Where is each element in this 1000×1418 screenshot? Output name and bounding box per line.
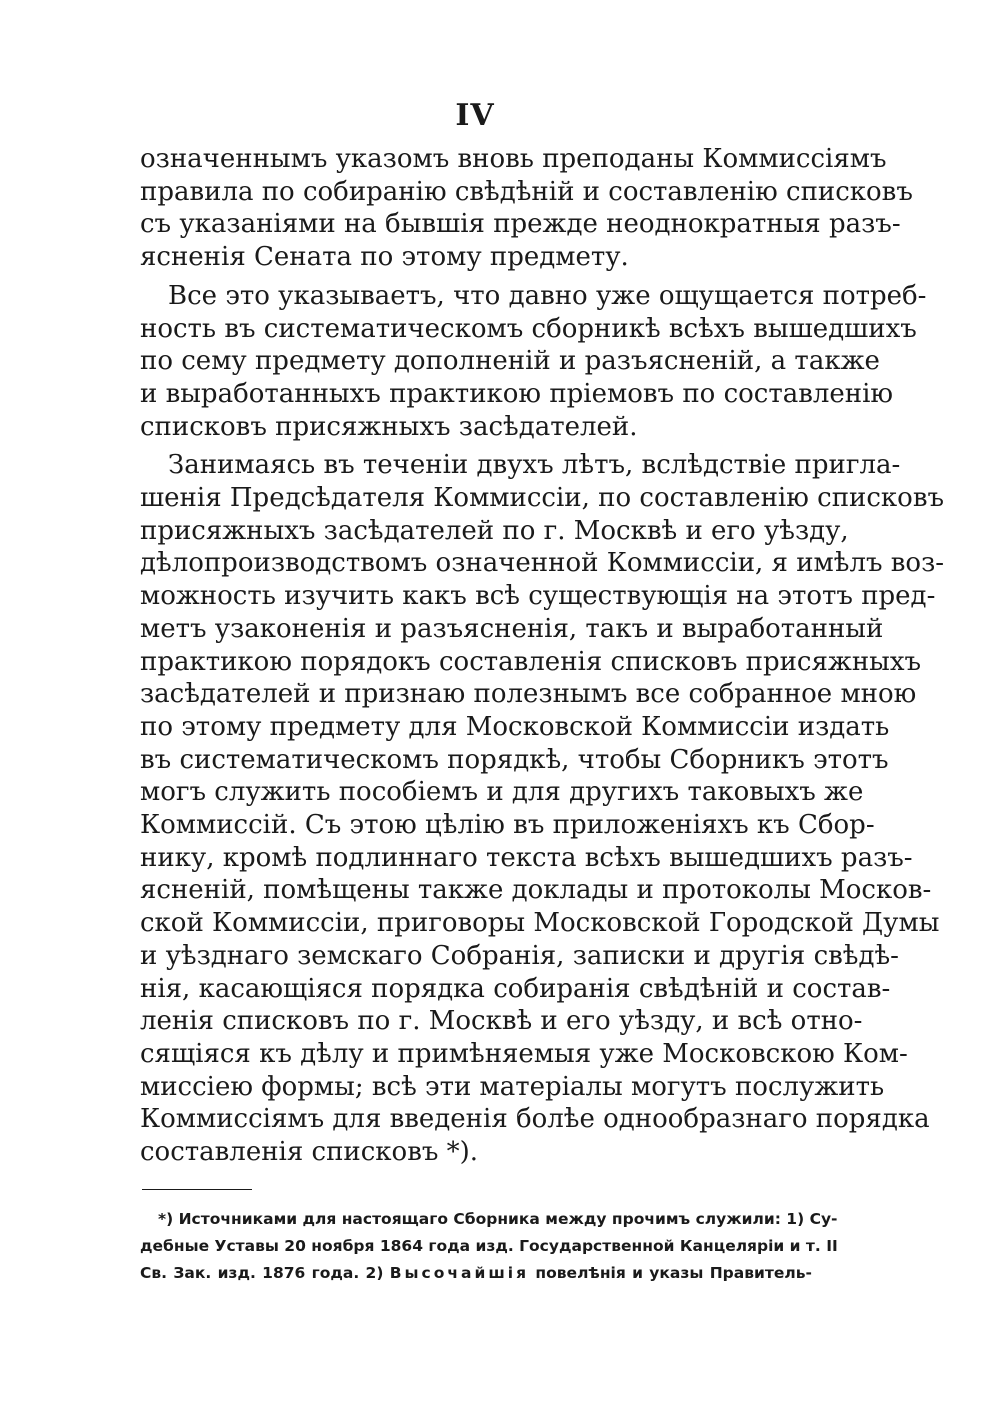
- paragraph-3: [140, 449, 945, 1168]
- text-line: нику, кромѣ подлиннаго текста всѣхъ вышедшихъ разъ-: [140, 842, 913, 873]
- footnote: [140, 1206, 838, 1287]
- text-line: ясненій, помѣщены также доклады и протоколы Москов-: [140, 875, 932, 906]
- text-line: засѣдателей и признаю полезнымъ все собранное мною: [140, 679, 917, 710]
- text-line: могъ служить пособіемъ и для другихъ таковыхъ же: [140, 777, 864, 808]
- footnote-line: дебные Уставы 20 ноября 1864 года изд. Государственной Канцеляріи и т. II: [140, 1237, 838, 1255]
- text-line: присяжныхъ засѣдателей по г. Москвѣ и его уѣзду,: [140, 515, 849, 546]
- text-line: метъ узаконенія и разъясненія, такъ и выработанный: [140, 613, 884, 644]
- text-line: и уѣзднаго земскаго Собранія, записки и другія свѣдѣ-: [140, 940, 899, 971]
- text-line: ность въ систематическомъ сборникѣ всѣхъ вышедшихъ: [140, 313, 917, 344]
- text-line: шенія Предсѣдателя Коммиссіи, по составленію списковъ: [140, 483, 944, 514]
- text-line: дѣлопроизводствомъ означенной Коммиссіи, я имѣлъ воз-: [140, 548, 945, 579]
- text-line: правила по собиранію свѣдѣній и составленію списковъ: [140, 176, 913, 207]
- text-line: означеннымъ указомъ вновь преподаны Коммиссіямъ: [140, 144, 887, 174]
- text-line: Все это указываетъ, что давно уже ощущается потреб-: [168, 280, 927, 311]
- page-number: IV: [455, 98, 495, 133]
- text-line: сящіяся къ дѣлу и примѣняемыя уже Московскою Ком-: [140, 1038, 908, 1069]
- paragraph-2: [140, 280, 927, 444]
- body-text: [140, 143, 945, 1175]
- footnote-spaced-text: Высочайшія: [389, 1264, 530, 1282]
- text-line: ской Коммиссіи, приговоры Московской Городской Думы: [140, 908, 940, 939]
- text-line: Коммиссій. Съ этою цѣлію въ приложеніяхъ къ Сбор-: [140, 810, 875, 841]
- text-line: по этому предмету для Московской Коммиссіи издать: [140, 711, 890, 742]
- text-line: составленія списковъ *).: [140, 1137, 479, 1168]
- footnote-text: Св. Зак. изд. 1876 года. 2): [140, 1264, 384, 1282]
- text-line: списковъ присяжныхъ засѣдателей.: [140, 411, 638, 442]
- footnote-line: [140, 1260, 812, 1287]
- text-line: практикою порядокъ составленія списковъ присяжныхъ: [140, 646, 922, 677]
- text-line: ясненія Сената по этому предмету.: [140, 242, 629, 273]
- text-line: Занимаясь въ теченіи двухъ лѣтъ, вслѣдствіе пригла-: [168, 450, 901, 481]
- text-line: Коммиссіямъ для введенія болѣе однообразнаго порядка: [140, 1104, 930, 1135]
- text-line: ленія списковъ по г. Москвѣ и его уѣзду, и всѣ отно-: [140, 1006, 863, 1037]
- text-line: миссіею формы; всѣ эти матеріалы могутъ послужить: [140, 1071, 885, 1102]
- text-line: съ указаніями на бывшія прежде неоднократныя разъ-: [140, 209, 901, 240]
- text-line: и выработанныхъ практикою пріемовъ по составленію: [140, 378, 894, 409]
- text-line: нія, касающіяся порядка собиранія свѣдѣній и состав-: [140, 973, 891, 1004]
- footnote-text: повелѣнія и указы Правитель-: [535, 1264, 812, 1282]
- text-line: можность изучить какъ всѣ существующія на этотъ пред-: [140, 581, 936, 612]
- paragraph-1: [140, 143, 913, 274]
- text-line: въ систематическомъ порядкѣ, чтобы Сборникъ этотъ: [140, 744, 889, 775]
- footnote-line: *) Источниками для настоящаго Сборника между прочимъ служили: 1) Су-: [158, 1210, 838, 1228]
- footnote-divider: [142, 1189, 252, 1190]
- text-line: по сему предмету дополненій и разъясненій, а также: [140, 346, 880, 377]
